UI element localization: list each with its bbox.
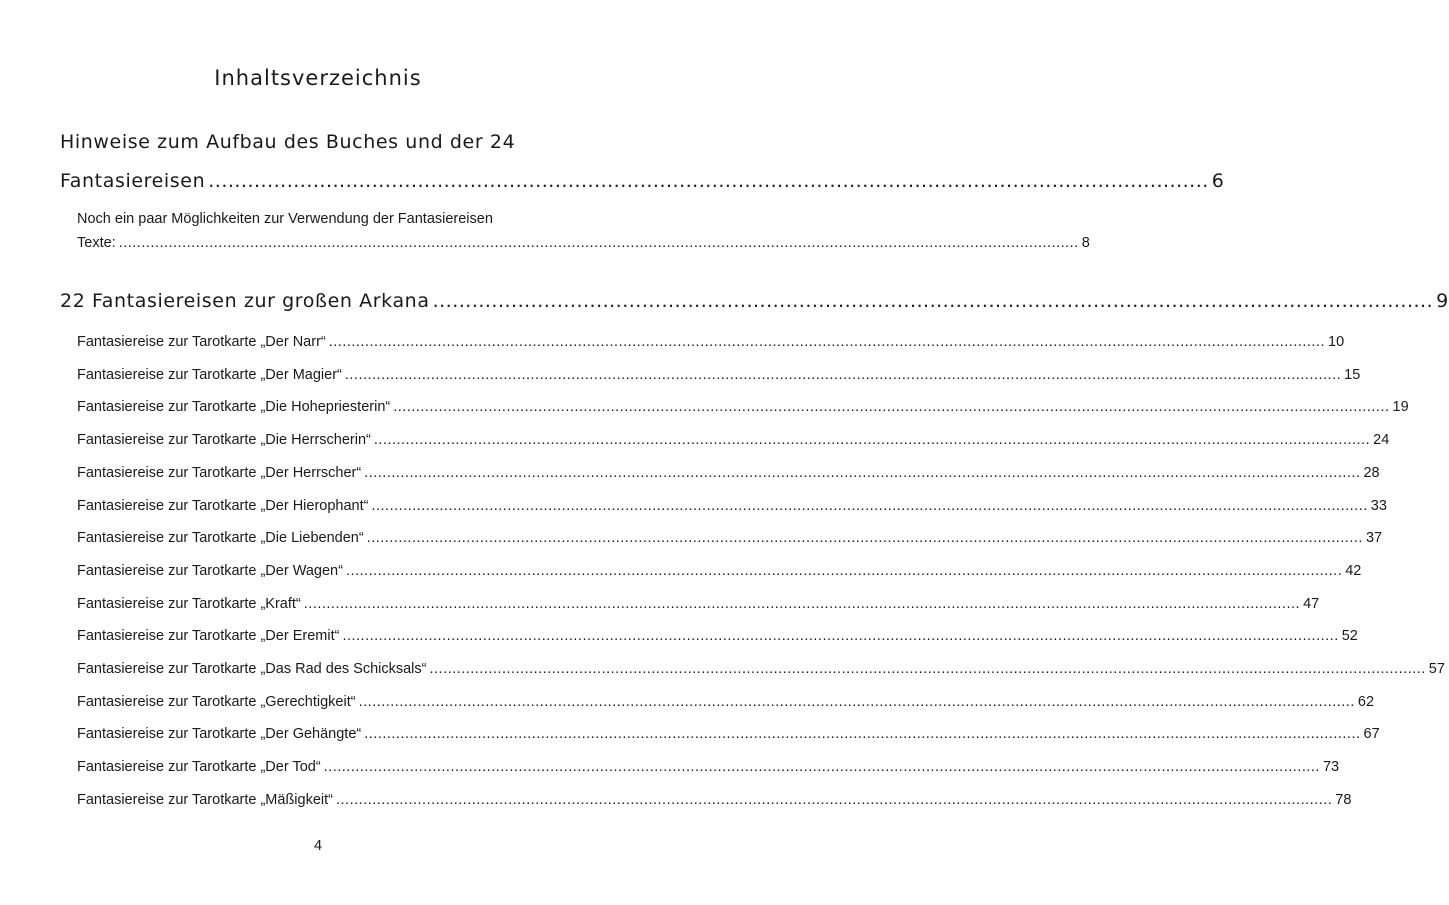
toc-chapter-2-label: 22 Fantasiereisen zur großen Arkana xyxy=(60,290,430,312)
toc-sub-1-line1: Noch ein paar Möglichkeiten zur Verwendung der Fantasiereisen xyxy=(77,211,493,227)
dot-leader: ............................................................................................................................................................................................................................ xyxy=(336,791,1333,808)
toc-entry-label: Fantasiereise zur Tarotkarte „Der Tod“ xyxy=(77,759,321,776)
toc-sub-1-page: 8 xyxy=(1081,235,1090,251)
toc-entry[interactable] xyxy=(77,464,1380,481)
dot-leader: ............................................................................................................................................................................................................................ xyxy=(366,530,1363,547)
toc-entry-label: Fantasiereise zur Tarotkarte „Der Eremit“ xyxy=(77,628,340,645)
toc-entry-label: Fantasiereise zur Tarotkarte „Gerechtigkeit“ xyxy=(77,693,356,710)
toc-entry[interactable] xyxy=(77,334,1345,350)
dot-leader: ............................................................................................................................................................................................................................ xyxy=(328,334,1326,350)
toc-entry-page: 57 xyxy=(1428,661,1445,677)
toc-entry-label: Fantasiereise zur Tarotkarte „Mäßigkeit“ xyxy=(77,791,333,808)
toc-entry-label: Fantasiereise zur Tarotkarte „Der Magier“ xyxy=(77,366,342,383)
toc-entry-label: Fantasiereise zur Tarotkarte „Die Hohepriesterin“ xyxy=(77,399,391,416)
toc-sub-1-label: Texte: xyxy=(77,235,116,251)
toc-entry-label: Fantasiereise zur Tarotkarte „Kraft“ xyxy=(77,595,301,612)
toc-entry[interactable] xyxy=(77,497,1387,514)
toc-entry-page: 28 xyxy=(1363,464,1380,481)
toc-entry-page: 47 xyxy=(1303,595,1320,612)
toc-entry[interactable] xyxy=(77,628,1358,645)
toc-entry-label: Fantasiereise zur Tarotkarte „Das Rad des Schicksals“ xyxy=(77,661,427,677)
toc-chapter-1[interactable] xyxy=(60,170,1225,192)
dot-leader: ............................................................................................................................................................................................................................ xyxy=(323,759,1320,776)
dot-leader: .................................................................................................................................................................................................................... xyxy=(118,235,1079,251)
dot-leader: ............................................................................................................................................................................................................................ xyxy=(345,562,1343,579)
toc-entry[interactable] xyxy=(77,399,1409,416)
toc-entry[interactable] xyxy=(77,693,1375,710)
toc-chapter-2[interactable] xyxy=(60,290,1449,312)
toc-entry[interactable] xyxy=(77,530,1383,547)
toc-entry[interactable] xyxy=(77,791,1352,808)
dot-leader: ............................................................................................................................................................................................................................ xyxy=(303,595,1301,612)
toc-entry-page: 67 xyxy=(1363,726,1380,743)
dot-leader: ......................................................................................................................................................... xyxy=(208,170,1209,192)
dot-leader: ............................................................................................................................................................................................................................ xyxy=(358,693,1355,710)
toc-entry-page: 37 xyxy=(1365,530,1383,547)
toc-entry-page: 24 xyxy=(1373,432,1390,449)
toc-entry-label: Fantasiereise zur Tarotkarte „Der Hierophant“ xyxy=(77,497,369,514)
toc-sub-1[interactable] xyxy=(77,235,1090,251)
toc-chapter-1-page: 6 xyxy=(1211,170,1225,192)
toc-chapter-2-page: 9 xyxy=(1436,290,1449,312)
dot-leader: ............................................................................................................................................................................................................................ xyxy=(342,628,1339,645)
toc-entry[interactable] xyxy=(77,366,1361,383)
toc-entry-label: Fantasiereise zur Tarotkarte „Der Herrscher“ xyxy=(77,464,362,481)
toc-entry-label: Fantasiereise zur Tarotkarte „Der Wagen“ xyxy=(77,562,343,579)
toc-entry[interactable] xyxy=(77,432,1390,449)
dot-leader: ............................................................................................................................................................................................................................ xyxy=(429,661,1426,677)
toc-entry-page: 10 xyxy=(1328,334,1345,350)
page-number: 4 xyxy=(313,838,323,854)
toc-entry-page: 62 xyxy=(1357,693,1375,710)
toc-entry-page: 42 xyxy=(1345,562,1362,579)
toc-entry-page: 52 xyxy=(1341,628,1358,645)
toc-chapter-1-line1: Hinweise zum Aufbau des Buches und der 24 xyxy=(60,131,516,153)
dot-leader: ............................................................................................................................................................................................................................ xyxy=(373,432,1371,449)
page-title: Inhaltsverzeichnis xyxy=(214,66,422,90)
toc-entry-label: Fantasiereise zur Tarotkarte „Der Gehängte“ xyxy=(77,726,362,743)
toc-entry[interactable] xyxy=(77,595,1320,612)
toc-entry-page: 19 xyxy=(1392,399,1409,416)
toc-entry-label: Fantasiereise zur Tarotkarte „Die Liebenden“ xyxy=(77,530,364,547)
toc-chapter-1-label: Fantasiereisen xyxy=(60,170,206,192)
toc-entry[interactable] xyxy=(77,562,1362,579)
dot-leader: ............................................................................................................................................................................................................................ xyxy=(364,726,1361,743)
toc-entry-page: 15 xyxy=(1344,366,1361,383)
toc-entry[interactable] xyxy=(77,759,1340,776)
dot-leader: ......................................................................................................................................................... xyxy=(432,290,1434,312)
toc-entry-label: Fantasiereise zur Tarotkarte „Die Herrscherin“ xyxy=(77,432,371,449)
toc-entry-page: 73 xyxy=(1322,759,1340,776)
toc-entry-label: Fantasiereise zur Tarotkarte „Der Narr“ xyxy=(77,334,326,350)
toc-entry-page: 33 xyxy=(1370,497,1387,514)
toc-entry[interactable] xyxy=(77,661,1445,677)
dot-leader: ............................................................................................................................................................................................................................ xyxy=(364,464,1361,481)
dot-leader: ............................................................................................................................................................................................................................ xyxy=(344,366,1342,383)
toc-entry-page: 78 xyxy=(1335,791,1352,808)
toc-entry[interactable] xyxy=(77,726,1380,743)
dot-leader: ............................................................................................................................................................................................................................ xyxy=(371,497,1368,514)
dot-leader: ............................................................................................................................................................................................................................ xyxy=(393,399,1390,416)
